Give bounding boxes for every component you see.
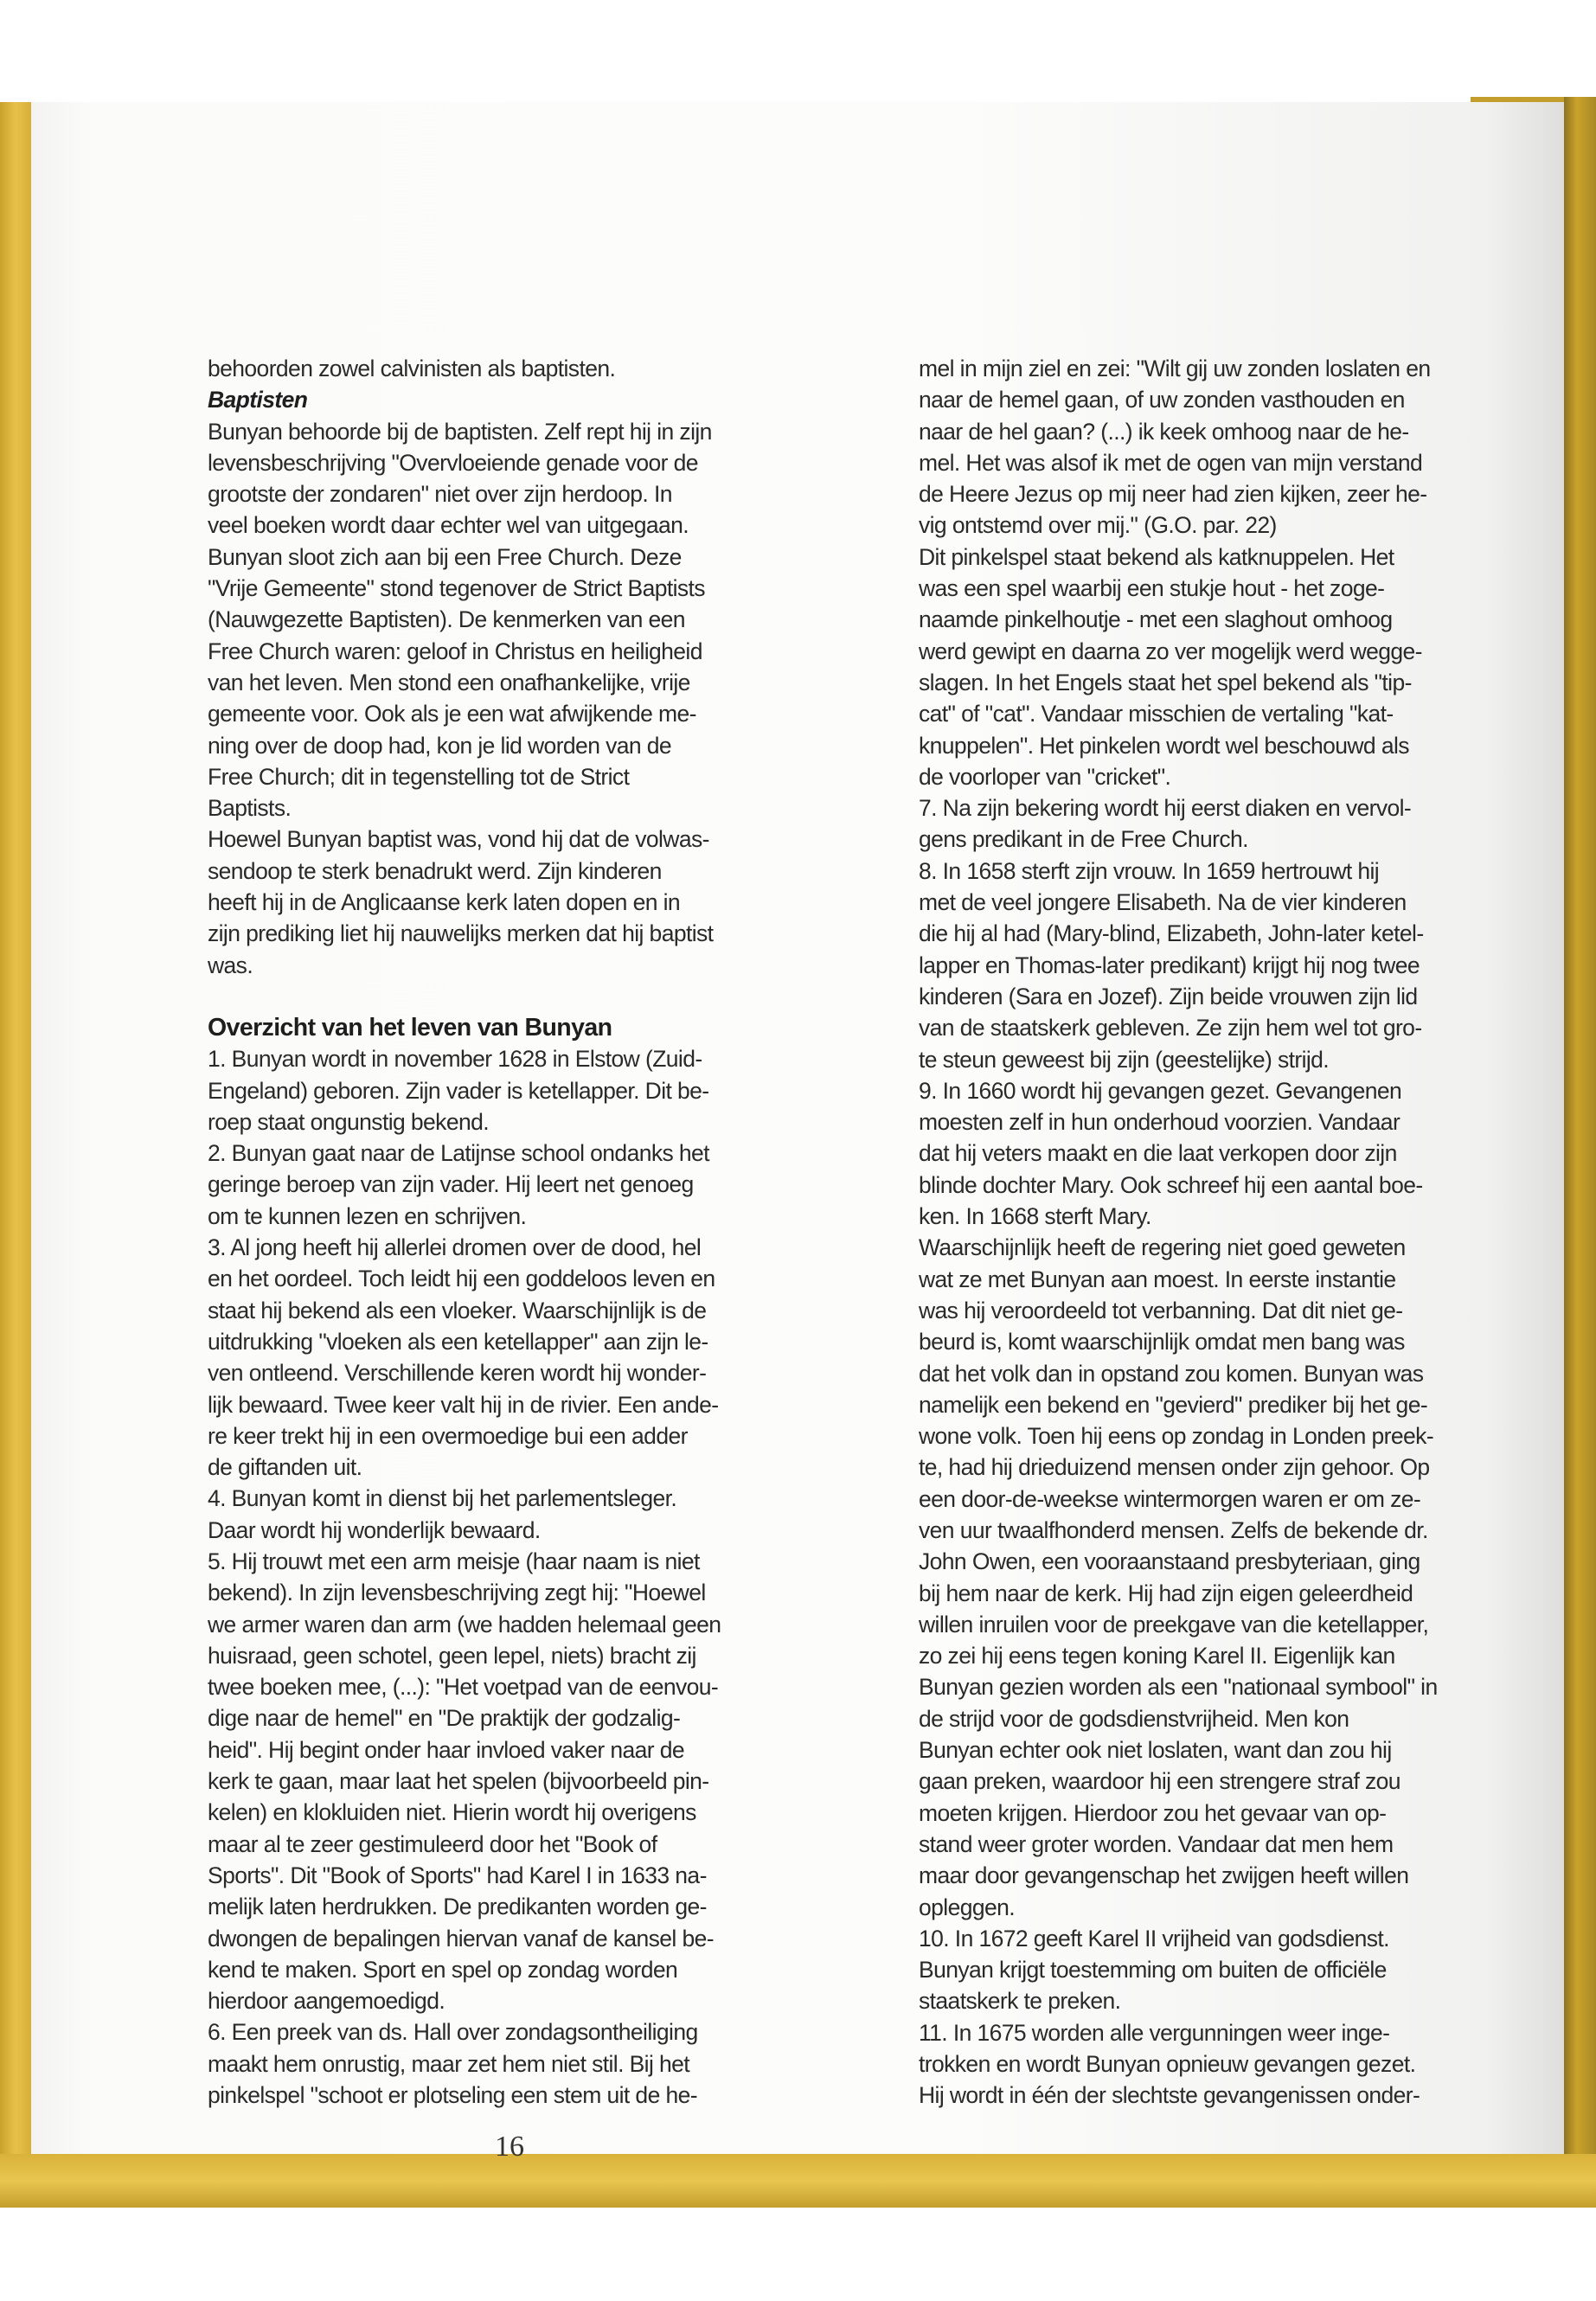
text-line: re keer trekt hij in een overmoedige bui een adder xyxy=(208,1422,688,1449)
text-line: heeft hij in de Anglicaanse kerk laten dopen en in xyxy=(208,889,681,916)
text-line: beurd is, komt waarschijnlijk omdat men bang was xyxy=(919,1329,1405,1356)
intro-text xyxy=(208,353,848,384)
text-line: moesten zelf in hun onderhoud voorzien. Vandaar xyxy=(919,1109,1401,1136)
text-line: wone volk. Toen hij eens op zondag in Londen preek- xyxy=(919,1423,1434,1450)
text-line: roep staat ongunstig bekend. xyxy=(208,1108,490,1135)
text-line: lijk bewaard. Twee keer valt hij in de rivier. Een ande- xyxy=(208,1391,719,1418)
text-line: veel boeken wordt daar echter wel van uitgegaan. xyxy=(208,512,689,539)
text-line: heid". Hij begint onder haar invloed vaker naar de xyxy=(208,1736,684,1763)
page-number: 16 xyxy=(495,2131,524,2163)
text-line: 6. Een preek van ds. Hall over zondagsontheiliging xyxy=(208,2019,698,2046)
book-page xyxy=(31,102,1564,2163)
text-line: Bunyan krijgt toestemming om buiten de officiële xyxy=(919,1957,1387,1984)
text-line: moeten krijgen. Hierdoor zou het gevaar van op- xyxy=(919,1799,1387,1826)
left-column xyxy=(208,353,848,2111)
text-line: te steun geweest bij zijn (geestelijke) strijd. xyxy=(919,1046,1330,1073)
text-line: dwongen de bepalingen hiervan vanaf de kansel be- xyxy=(208,1925,714,1952)
text-line: werd gewipt en daarna zo ver mogelijk werd wegge- xyxy=(919,638,1422,664)
text-line: te, had hij drieduizend mensen onder zijn gehoor. Op xyxy=(919,1454,1430,1481)
text-line: ven uur twaalfhonderd mensen. Zelfs de bekende dr. xyxy=(919,1516,1428,1543)
text-line: gemeente voor. Ook als je een wat afwijkende me- xyxy=(208,701,696,727)
right-column xyxy=(919,353,1552,2112)
text-line: de strijd voor de godsdienstvrijheid. Men kon xyxy=(919,1705,1349,1732)
text-line: de Heere Jezus op mij neer had zien kijken, zeer he- xyxy=(919,481,1427,508)
text-line: ning over de doop had, kon je lid worden van de xyxy=(208,732,672,759)
text-line: Sports". Dit "Book of Sports" had Karel I in 1633 na- xyxy=(208,1862,707,1888)
text-line: 7. Na zijn bekering wordt hij eerst diaken en vervol- xyxy=(919,795,1412,822)
text-line: ken. In 1668 sterft Mary. xyxy=(919,1203,1151,1230)
text-line: gens predikant in de Free Church. xyxy=(919,826,1248,853)
text-line: om te kunnen lezen en schrijven. xyxy=(208,1202,527,1229)
text-line: maakt hem onrustig, maar zet hem niet stil. Bij het xyxy=(208,2050,690,2077)
text-line: wat ze met Bunyan aan moest. In eerste instantie xyxy=(919,1266,1396,1292)
text-line: dat het volk dan in opstand zou komen. Bunyan was xyxy=(919,1360,1424,1387)
right-column-text xyxy=(919,353,1552,2112)
text-line: slagen. In het Engels staat het spel bekend als "tip- xyxy=(919,669,1412,695)
text-line: 1. Bunyan wordt in november 1628 in Elstow (Zuid- xyxy=(208,1046,702,1073)
text-line: de giftanden uit. xyxy=(208,1454,362,1481)
text-line: bij hem naar de kerk. Hij had zijn eigen geleerdheid xyxy=(919,1580,1413,1606)
text-line: ven ontleend. Verschillende keren wordt hij wonder- xyxy=(208,1360,707,1387)
text-line: stand weer groter worden. Vandaar dat men hem xyxy=(919,1830,1394,1857)
text-line: van het leven. Men stond een onafhankelijke, vrije xyxy=(208,669,690,695)
text-line: 3. Al jong heeft hij allerlei dromen over de dood, hel xyxy=(208,1234,702,1261)
text-line: 8. In 1658 sterft zijn vrouw. In 1659 hertrouwt hij xyxy=(919,857,1380,884)
text-line: cat" of "cat". Vandaar misschien de vertaling "kat- xyxy=(919,701,1394,727)
book-cover-right-edge xyxy=(1564,97,1596,2208)
text-line: zo zei hij eens tegen koning Karel II. Eigenlijk kan xyxy=(919,1643,1395,1670)
text-line: mel in mijn ziel en zei: "Wilt gij uw zonden loslaten en xyxy=(919,356,1431,381)
text-line: kend te maken. Sport en spel op zondag worden xyxy=(208,1956,678,1983)
text-line: Bunyan gezien worden als een "nationaal symbool" in xyxy=(919,1674,1438,1701)
text-line: gaan preken, waardoor hij een strengere straf zou xyxy=(919,1768,1401,1795)
text-line: was een spel waarbij een stukje hout - het zoge- xyxy=(919,575,1385,602)
text-line: 11. In 1675 worden alle vergunningen weer inge- xyxy=(919,2019,1390,2046)
text-line: kinderen (Sara en Jozef). Zijn beide vrouwen zijn lid xyxy=(919,983,1418,1009)
text-line: 4. Bunyan komt in dienst bij het parlementsleger. xyxy=(208,1485,677,1512)
text-line: John Owen, een vooraanstaand presbyteriaan, ging xyxy=(919,1548,1420,1575)
text-line: hierdoor aangemoedigd. xyxy=(208,1988,445,2015)
text-line: Daar wordt hij wonderlijk bewaard. xyxy=(208,1516,541,1543)
text-line: staatskerk te preken. xyxy=(919,1988,1121,2015)
book-cover-left-edge xyxy=(0,102,35,2204)
text-line: namelijk een bekend en "gevierd" prediker bij het ge- xyxy=(919,1391,1428,1418)
text-line: we armer waren dan arm (we hadden helemaal geen xyxy=(208,1611,721,1638)
text-line: was hij veroordeeld tot verbanning. Dat dit niet ge- xyxy=(919,1297,1403,1324)
section-spacer xyxy=(208,981,848,1012)
book-cover-bottom-edge xyxy=(0,2154,1596,2208)
text-line: melijk laten herdrukken. De predikanten worden ge- xyxy=(208,1894,707,1920)
text-line: lapper en Thomas-later predikant) krijgt hij nog twee xyxy=(919,952,1420,978)
text-line: Baptists. xyxy=(208,795,292,822)
text-line: 10. In 1672 geeft Karel II vrijheid van godsdienst. xyxy=(919,1925,1389,1952)
text-line: kelen) en klokluiden niet. Hierin wordt hij overigens xyxy=(208,1799,696,1826)
text-line: grootste der zondaren" niet over zijn herdoop. In xyxy=(208,481,672,508)
heading-baptisten: Baptisten xyxy=(208,387,308,413)
text-line: Free Church; dit in tegenstelling tot de Strict xyxy=(208,763,630,790)
text-line: Bunyan echter ook niet loslaten, want dan zou hij xyxy=(919,1737,1392,1764)
baptisten-paragraph xyxy=(208,416,848,981)
text-line: Hoewel Bunyan baptist was, vond hij dat de volwas- xyxy=(208,826,709,853)
text-line: 9. In 1660 wordt hij gevangen gezet. Gevangenen xyxy=(919,1077,1402,1104)
text-line: staat hij bekend als een vloeker. Waarschijnlijk is de xyxy=(208,1297,707,1324)
text-line: Bunyan behoorde bij de baptisten. Zelf rept hij in zijn xyxy=(208,418,712,445)
text-line: Free Church waren: geloof in Christus en heiligheid xyxy=(208,638,702,664)
text-line: Waarschijnlijk heeft de regering niet goed geweten xyxy=(919,1234,1406,1261)
text-line: trokken en wordt Bunyan opnieuw gevangen gezet. xyxy=(919,2051,1416,2078)
text-line: een door-de-weekse wintermorgen waren er om ze- xyxy=(919,1485,1421,1512)
text-line: willen inruilen voor de preekgave van die ketellapper, xyxy=(919,1611,1429,1638)
text-line: opleggen. xyxy=(919,1894,1016,1920)
text-line: uitdrukking "vloeken als een ketellapper" aan zijn le- xyxy=(208,1328,708,1355)
text-line: naamde pinkelhoutje - met een slaghout omhoog xyxy=(919,606,1393,633)
text-line: (Nauwgezette Baptisten). De kenmerken van een xyxy=(208,606,685,633)
text-line: levensbeschrijving "Overvloeiende genade voor de xyxy=(208,449,698,476)
text-line: twee boeken mee, (...): "Het voetpad van de eenvou- xyxy=(208,1674,719,1701)
text-line: die hij al had (Mary-blind, Elizabeth, John-later ketel- xyxy=(919,920,1424,947)
text-line: bekend). In zijn levensbeschrijving zegt hij: "Hoewel xyxy=(208,1580,706,1606)
text-line: zijn prediking liet hij nauwelijks merken dat hij baptist xyxy=(208,920,714,947)
text-line: geringe beroep van zijn vader. Hij leert net genoeg xyxy=(208,1171,694,1198)
text-line: naar de hemel gaan, of uw zonden vasthouden en xyxy=(919,387,1405,413)
text-line: dat hij veters maakt en die laat verkopen door zijn xyxy=(919,1140,1397,1167)
text-line: knuppelen". Het pinkelen wordt wel beschouwd als xyxy=(919,732,1409,759)
text-line: kerk te gaan, maar laat het spelen (bijvoorbeeld pin- xyxy=(208,1768,709,1795)
text-line: Dit pinkelspel staat bekend als katknuppelen. Het xyxy=(919,543,1394,570)
text-line: van de staatskerk gebleven. Ze zijn hem wel tot gro- xyxy=(919,1015,1422,1042)
text-line: was. xyxy=(208,952,253,978)
text-line: blinde dochter Mary. Ook schreef hij een aantal boe- xyxy=(919,1171,1423,1198)
text-line: mel. Het was alsof ik met de ogen van mijn verstand xyxy=(919,449,1423,476)
text-line: "Vrije Gemeente" stond tegenover de Strict Baptists xyxy=(208,575,705,602)
text-line: Engeland) geboren. Zijn vader is ketellapper. Dit be- xyxy=(208,1077,709,1104)
overzicht-paragraph xyxy=(208,1043,848,2111)
text-line: de voorloper van "cricket". xyxy=(919,763,1171,790)
text-line: Bunyan sloot zich aan bij een Free Church. Deze xyxy=(208,543,682,570)
text-line: Hij wordt in één der slechtste gevangenissen onder- xyxy=(919,2082,1420,2109)
text-line: sendoop te sterk benadrukt werd. Zijn kinderen xyxy=(208,857,662,884)
text-line: pinkelspel "schoot er plotseling een stem uit de he- xyxy=(208,2082,697,2109)
text-line: maar door gevangenschap het zwijgen heeft willen xyxy=(919,1862,1409,1889)
text-line: dige naar de hemel" en "De praktijk der godzalig- xyxy=(208,1705,681,1732)
text-line: en het oordeel. Toch leidt hij een goddeloos leven en xyxy=(208,1266,715,1292)
text-line: huisraad, geen schotel, geen lepel, niets) bracht zij xyxy=(208,1642,696,1669)
text-line: maar al te zeer gestimuleerd door het "Book of xyxy=(208,1830,657,1857)
text-line: 5. Hij trouwt met een arm meisje (haar naam is niet xyxy=(208,1548,700,1574)
text-line: naar de hel gaan? (...) ik keek omhoog naar de he- xyxy=(919,418,1409,445)
text-line: met de veel jongere Elisabeth. Na de vier kinderen xyxy=(919,889,1407,916)
text-line: 2. Bunyan gaat naar de Latijnse school ondanks het xyxy=(208,1140,709,1167)
text-line: vig ontstemd over mij." (G.O. par. 22) xyxy=(919,512,1277,539)
heading-overzicht: Overzicht van het leven van Bunyan xyxy=(208,1013,612,1042)
text-line: behoorden zowel calvinisten als baptisten. xyxy=(208,356,616,381)
